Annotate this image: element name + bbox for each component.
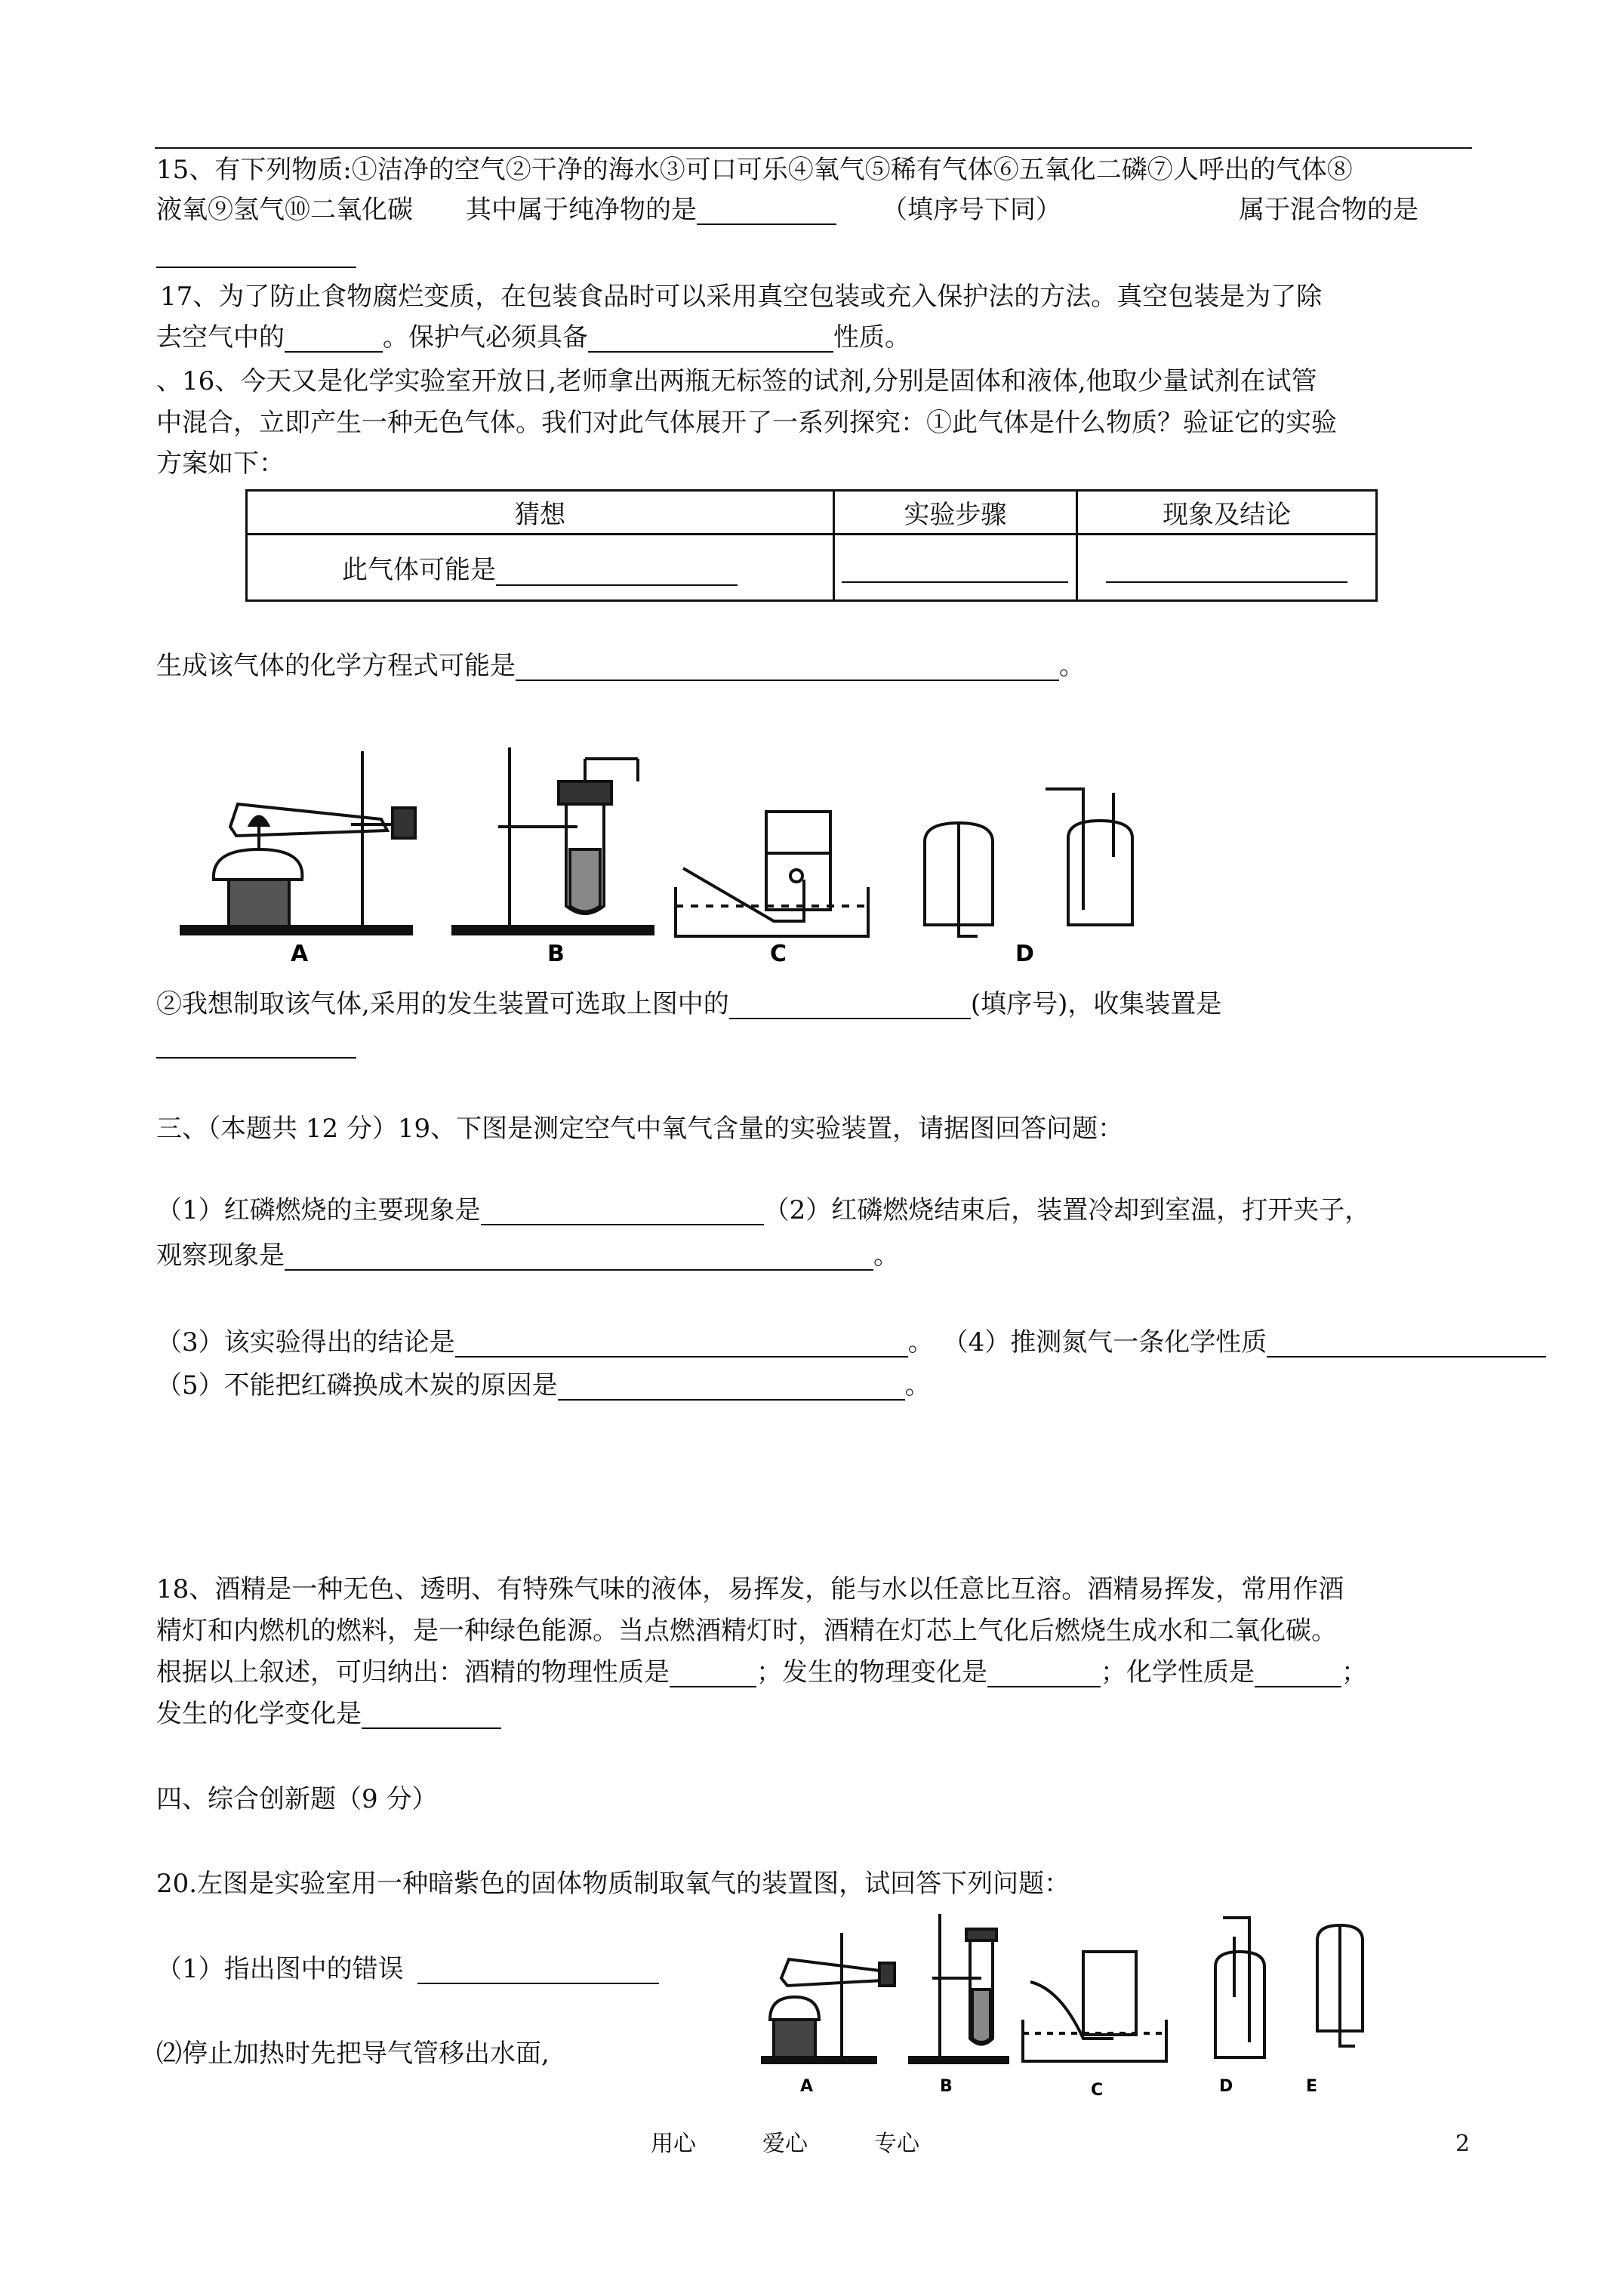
s3-q1-blank[interactable] — [481, 1200, 764, 1225]
apparatus2-label-d: D — [1219, 2077, 1233, 2096]
apparatus-c — [676, 812, 868, 936]
s3-q3-blank[interactable] — [455, 1332, 908, 1358]
q20-stem: 20.左图是实验室用一种暗紫色的固体物质制取氧气的装置图，试回答下列问题： — [156, 1869, 1070, 1899]
section3-title: 三、（本题共 12 分）19、下图是测定空气中氧气含量的实验装置，请据图回答问题： — [156, 1114, 1124, 1144]
table-header-steps: 实验步骤 — [833, 491, 1077, 535]
apparatus2-d — [1215, 1918, 1264, 2057]
s3-q5-blank[interactable] — [558, 1375, 905, 1401]
top-rule — [155, 147, 1472, 149]
apparatus2-b — [910, 1914, 1008, 2063]
apparatus-a — [181, 751, 415, 934]
part2-prompt: ②我想制取该气体,采用的发生装置可选取上图中的 — [156, 989, 729, 1019]
q16-part2-line — [156, 989, 1221, 1019]
q16-experiment-table — [245, 489, 1378, 602]
s3-q1-prompt: （1）红磷燃烧的主要现象是 — [156, 1195, 481, 1225]
q18-line3-end: ； — [1341, 1657, 1367, 1687]
q18-physical-change-blank[interactable] — [987, 1662, 1101, 1687]
q18-line2: 精灯和内燃机的燃料，是一种绿色能源。当点燃酒精灯时，酒精在灯芯上气化后燃烧生成水和二氧化碳。 — [156, 1616, 1337, 1646]
q18-chemical-prop-blank[interactable] — [1255, 1662, 1341, 1687]
s3-q2-obs-prompt: 观察现象是 — [156, 1240, 285, 1271]
q20-part2: ⑵停止加热时先把导气管移出水面, — [156, 2039, 550, 2069]
apparatus-label-d: D — [1015, 941, 1034, 967]
q16-line2: 中混合，立即产生一种无色气体。我们对此气体展开了一系列探究：①此气体是什么物质？验证它的实验 — [156, 408, 1337, 438]
s3-q2-blank[interactable] — [285, 1245, 873, 1271]
table-cell-guess — [247, 535, 834, 601]
q18-chemical-change-prompt: 发生的化学变化是 — [156, 1699, 362, 1729]
s3-q3-end: 。 — [907, 1327, 934, 1358]
steps-blank[interactable] — [842, 557, 1068, 583]
q17-line2 — [156, 322, 910, 353]
apparatus-label-b: B — [547, 941, 565, 967]
s3-q5-prompt: （5）不能把红磷换成木炭的原因是 — [156, 1370, 558, 1401]
generator-blank[interactable] — [729, 994, 971, 1019]
result-blank[interactable] — [1106, 557, 1347, 583]
q17-vacuum-blank[interactable] — [285, 327, 383, 353]
apparatus-label-a: A — [291, 941, 309, 967]
q17-vacuum-prompt: 去空气中的 — [156, 322, 285, 353]
s3-q4-prompt: （4）推测氮气一条化学性质 — [942, 1327, 1267, 1358]
section3-q2-obs — [156, 1240, 899, 1271]
apparatus-d — [925, 789, 1132, 936]
apparatus-figure-1 — [177, 736, 1234, 967]
apparatus2-label-a: A — [800, 2077, 814, 2096]
q18-line3 — [156, 1657, 1367, 1687]
apparatus2-label-c: C — [1091, 2081, 1104, 2100]
q18-physical-prop-prompt: 根据以上叙述，可归纳出：酒精的物理性质是 — [156, 1657, 670, 1687]
q17-gas-blank[interactable] — [588, 327, 833, 353]
q18-chemical-prop-prompt: ；化学性质是 — [1101, 1657, 1255, 1687]
s3-q4-blank[interactable] — [1267, 1332, 1546, 1358]
q20-part1-prompt: （1）指出图中的错误 — [156, 1954, 404, 1984]
table-header-result: 现象及结论 — [1077, 491, 1377, 535]
section3-q1q2 — [156, 1195, 1370, 1225]
s3-q5-end: 。 — [904, 1370, 931, 1401]
apparatus-label-c: C — [770, 941, 787, 967]
q15-mixture-prompt: 属于混合物的是 — [1239, 195, 1418, 225]
equation-prompt: 生成该气体的化学方程式可能是 — [156, 651, 516, 681]
q16-line1: 、16、今天又是化学实验室开放日,老师拿出两瓶无标签的试剂,分别是固体和液体,他取少量试剂在试管 — [156, 366, 1317, 396]
part2-suffix: (填序号)，收集装置是 — [970, 989, 1222, 1019]
q18-physical-prop-blank[interactable] — [670, 1662, 756, 1687]
q15-fill-note: （填序号下同） — [882, 195, 1061, 225]
apparatus2-c — [1023, 1952, 1166, 2061]
q17-gas-prompt: 。保护气必须具备 — [383, 322, 588, 353]
guess-blank[interactable] — [496, 560, 738, 586]
q20-part1 — [156, 1954, 659, 1984]
footer-slogan-3: 专心 — [874, 2131, 919, 2157]
apparatus2-a — [762, 1933, 895, 2063]
apparatus-figure-2 — [759, 1906, 1408, 2100]
q15-mixture-blank[interactable] — [156, 245, 356, 268]
q18-line4 — [156, 1699, 501, 1729]
q16-line3: 方案如下： — [156, 448, 285, 479]
q15-line2 — [156, 195, 1418, 225]
collector-blank[interactable] — [156, 1034, 356, 1059]
q15-substance-tail: 液氧⑨氢气⑩二氧化碳 — [156, 195, 413, 225]
section3-q5 — [156, 1370, 931, 1401]
equation-blank[interactable] — [516, 655, 1059, 681]
apparatus-b — [453, 747, 653, 934]
q18-physical-change-prompt: ；发生的物理变化是 — [756, 1657, 987, 1687]
q17-gas-suffix: 性质。 — [833, 322, 910, 353]
apparatus2-e — [1317, 1925, 1363, 2046]
table-cell-result — [1077, 535, 1377, 601]
footer-slogan-1: 用心 — [651, 2131, 696, 2157]
q15-pure-prompt: 其中属于纯净物的是 — [466, 195, 697, 225]
q16-equation-line — [156, 651, 1085, 681]
equation-end: 。 — [1059, 651, 1085, 681]
s3-q2-end: 。 — [873, 1240, 899, 1271]
s3-q3-prompt: （3）该实验得出的结论是 — [156, 1327, 455, 1358]
table-cell-steps — [833, 535, 1077, 601]
q17-line1: 17、为了防止食物腐烂变质，在包装食品时可以采用真空包装或充入保护法的方法。真空包装是为了除 — [160, 282, 1323, 312]
apparatus2-label-e: E — [1306, 2077, 1318, 2096]
section3-q3q4 — [156, 1327, 1546, 1358]
q15-pure-blank[interactable] — [697, 199, 836, 225]
q18-chemical-change-blank[interactable] — [362, 1703, 501, 1729]
apparatus2-label-b: B — [940, 2077, 953, 2096]
guess-label: 此气体可能是 — [342, 555, 496, 585]
q15-line1: 15、有下列物质:①洁净的空气②干净的海水③可口可乐④氧气⑤稀有气体⑥五氧化二磷⑦人呼出的气体⑧ — [156, 155, 1353, 185]
table-header-guess: 猜想 — [247, 491, 834, 535]
q18-line1: 18、酒精是一种无色、透明、有特殊气味的液体，易挥发，能与水以任意比互溶。酒精易挥发，常用作酒 — [156, 1574, 1344, 1604]
s3-q2-prompt: （2）红磷燃烧结束后，装置冷却到室温，打开夹子， — [763, 1195, 1371, 1225]
section4-title: 四、综合创新题（9 分） — [156, 1784, 438, 1814]
footer-slogan-2: 爱心 — [762, 2131, 808, 2157]
page-number: 2 — [1455, 2131, 1471, 2157]
q20-part1-blank[interactable] — [417, 1959, 659, 1984]
